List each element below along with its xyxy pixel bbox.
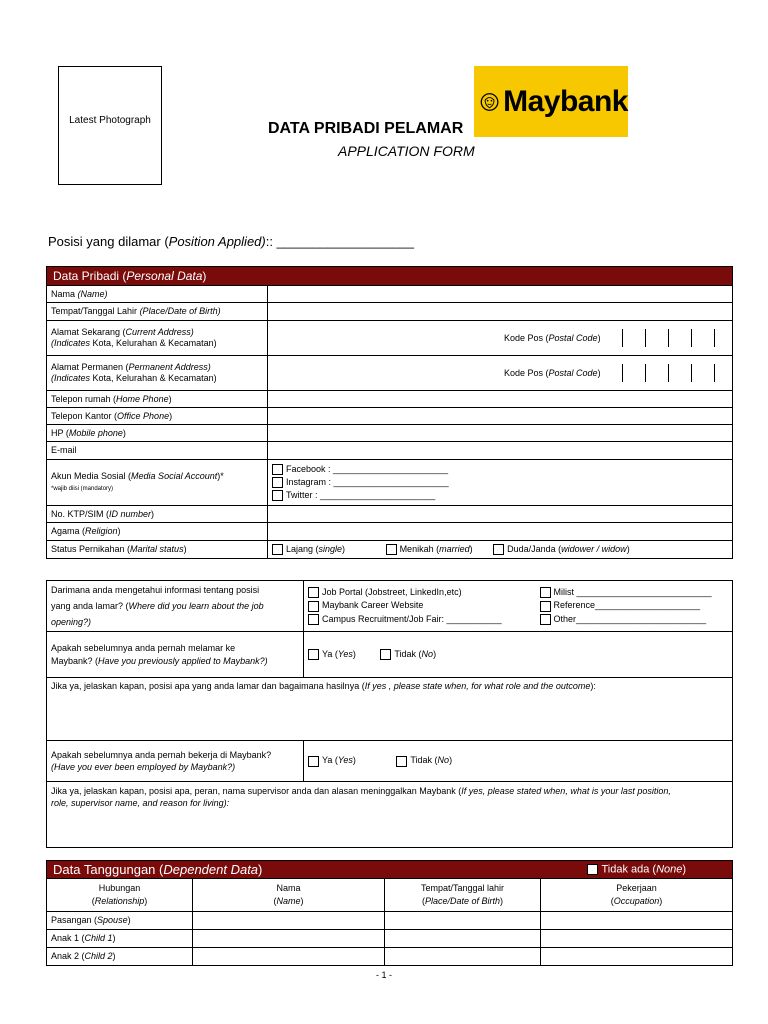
facebook-option[interactable]: Facebook : _______________________ bbox=[272, 464, 728, 475]
milist-checkbox[interactable] bbox=[540, 587, 551, 598]
office-phone-field[interactable] bbox=[268, 408, 733, 425]
current-address-field[interactable] bbox=[268, 321, 733, 356]
single-checkbox[interactable] bbox=[272, 544, 283, 555]
marital-married-option[interactable]: Menikah (married) bbox=[386, 544, 473, 555]
permanent-address-label: Alamat Permanen (Permanent Address) (Indicates Kota, Kelurahan & Kecamatan) bbox=[47, 356, 268, 391]
marital-status-options bbox=[268, 541, 733, 559]
dependent-data-table bbox=[46, 860, 733, 966]
employed-no-option[interactable]: Tidak (No) bbox=[396, 755, 452, 766]
column-name: Nama (Name) bbox=[193, 879, 385, 912]
other-checkbox[interactable] bbox=[540, 614, 551, 625]
page-number: - 1 - bbox=[375, 970, 392, 980]
dependent-data-header: Data Tanggungan (Dependent Data) Tidak ada (None) bbox=[47, 861, 733, 879]
permanent-address-field[interactable] bbox=[268, 356, 733, 391]
name-label: Nama (Name) bbox=[47, 286, 268, 303]
spouse-name-field[interactable] bbox=[193, 912, 385, 930]
personal-data-header: Data Pribadi (Personal Data) bbox=[47, 267, 733, 286]
job-portal-checkbox[interactable] bbox=[308, 587, 319, 598]
name-field[interactable] bbox=[268, 286, 733, 303]
twitter-option[interactable]: Twitter : _______________________ bbox=[272, 490, 728, 501]
job-portal-option[interactable]: Job Portal (Jobstreet, LinkedIn,etc) bbox=[308, 587, 532, 598]
postal-code-boxes[interactable] bbox=[622, 329, 737, 347]
child2-name-field[interactable] bbox=[193, 948, 385, 966]
career-website-option[interactable]: Maybank Career Website bbox=[308, 600, 532, 611]
applied-yes-option[interactable]: Ya (Yes) bbox=[308, 649, 356, 660]
employed-no-checkbox[interactable] bbox=[396, 756, 407, 767]
photo-box[interactable] bbox=[58, 66, 162, 185]
campus-recruitment-option[interactable]: Campus Recruitment/Job Fair: ___________ bbox=[308, 614, 532, 625]
email-label: E-mail bbox=[47, 442, 268, 460]
postal-code-boxes[interactable] bbox=[622, 364, 737, 382]
form-title: DATA PRIBADI PELAMAR bbox=[268, 120, 464, 137]
applied-no-option[interactable]: Tidak (No) bbox=[380, 649, 436, 660]
child1-birth-field[interactable] bbox=[385, 930, 541, 948]
employed-yes-option[interactable]: Ya (Yes) bbox=[308, 755, 356, 766]
no-dependents-checkbox[interactable] bbox=[587, 864, 598, 875]
personal-data-table bbox=[46, 266, 733, 559]
no-dependents-option[interactable]: Tidak ada (None) bbox=[587, 864, 686, 875]
birth-label: Tempat/Tanggal Lahir (Place/Date of Birth) bbox=[47, 303, 268, 321]
marital-single-option[interactable]: Lajang (single) bbox=[272, 544, 345, 555]
religion-field[interactable] bbox=[268, 523, 733, 541]
spouse-occupation-field[interactable] bbox=[541, 912, 733, 930]
child1-name-field[interactable] bbox=[193, 930, 385, 948]
social-media-options bbox=[268, 460, 733, 506]
career-website-checkbox[interactable] bbox=[308, 601, 319, 612]
widow-checkbox[interactable] bbox=[493, 544, 504, 555]
applied-yes-checkbox[interactable] bbox=[308, 649, 319, 660]
religion-label: Agama (Religion) bbox=[47, 523, 268, 541]
application-history-table bbox=[46, 580, 733, 848]
row-label-spouse: Pasangan (Spouse) bbox=[47, 912, 193, 930]
other-option[interactable]: Other__________________________ bbox=[540, 614, 729, 625]
row-label-child-2: Anak 2 (Child 2) bbox=[47, 948, 193, 966]
job-source-question: Darimana anda mengetahui informasi tentang posisi yang anda lamar? (Where did you learn about the job opening?) bbox=[47, 581, 304, 632]
job-source-options-left bbox=[304, 581, 536, 632]
photo-label: Latest Photograph bbox=[69, 115, 151, 126]
maybank-logo bbox=[474, 66, 628, 137]
mobile-label: HP (Mobile phone) bbox=[47, 425, 268, 442]
applied-details-field[interactable]: Jika ya, jelaskan kapan, posisi apa yang anda lamar dan bagaimana hasilnya (If yes , please state when, for what role and the outcome): bbox=[47, 678, 733, 741]
applied-no-checkbox[interactable] bbox=[380, 649, 391, 660]
child2-birth-field[interactable] bbox=[385, 948, 541, 966]
applied-before-question: Apakah sebelumnya anda pernah melamar ke Maybank? (Have you previously applied to Maybank?) bbox=[47, 632, 304, 678]
column-occupation: Pekerjaan (Occupation) bbox=[541, 879, 733, 912]
birth-field[interactable] bbox=[268, 303, 733, 321]
mobile-field[interactable] bbox=[268, 425, 733, 442]
postal-code-label: Kode Pos (Postal Code) bbox=[504, 368, 601, 378]
office-phone-label: Telepon Kantor (Office Phone) bbox=[47, 408, 268, 425]
employed-details-field[interactable]: Jika ya, jelaskan kapan, posisi apa, peran, nama supervisor anda dan alasan meninggalkan Maybank (If yes, please stated when, what is your last position, role, supervisor name, and reason for living): bbox=[47, 782, 733, 848]
job-source-options-right bbox=[536, 581, 733, 632]
reference-checkbox[interactable] bbox=[540, 601, 551, 612]
child1-occupation-field[interactable] bbox=[541, 930, 733, 948]
column-birth: Tempat/Tanggal lahir (Place/Date of Birth) bbox=[385, 879, 541, 912]
child2-occupation-field[interactable] bbox=[541, 948, 733, 966]
row-label-child-1: Anak 1 (Child 1) bbox=[47, 930, 193, 948]
facebook-checkbox[interactable] bbox=[272, 464, 283, 475]
id-number-field[interactable] bbox=[268, 506, 733, 523]
reference-option[interactable]: Reference_____________________ bbox=[540, 600, 729, 611]
employed-before-question: Apakah sebelumnya anda pernah bekerja di Maybank? (Have you ever been employed by Maybank?) bbox=[47, 741, 304, 782]
column-relationship: Hubungan (Relationship) bbox=[47, 879, 193, 912]
postal-code-label: Kode Pos (Postal Code) bbox=[504, 333, 601, 343]
applied-before-options bbox=[304, 632, 733, 678]
campus-recruitment-checkbox[interactable] bbox=[308, 614, 319, 625]
email-field[interactable] bbox=[268, 442, 733, 460]
home-phone-field[interactable] bbox=[268, 391, 733, 408]
marital-status-label: Status Pernikahan (Marital status) bbox=[47, 541, 268, 559]
position-applied-field[interactable]: Posisi yang dilamar (Position Applied):: ___________________ bbox=[48, 234, 414, 249]
social-media-label: Akun Media Sosial (Media Social Account)* *wajib diisi (mandatory) bbox=[47, 460, 268, 506]
married-checkbox[interactable] bbox=[386, 544, 397, 555]
maybank-wordmark: Maybank bbox=[503, 84, 628, 118]
id-number-label: No. KTP/SIM (ID number) bbox=[47, 506, 268, 523]
employed-before-options bbox=[304, 741, 733, 782]
instagram-option[interactable]: Instagram : _______________________ bbox=[272, 477, 728, 488]
milist-option[interactable]: Milist ___________________________ bbox=[540, 587, 729, 598]
twitter-checkbox[interactable] bbox=[272, 490, 283, 501]
form-subtitle: APPLICATION FORM bbox=[338, 143, 475, 159]
employed-yes-checkbox[interactable] bbox=[308, 756, 319, 767]
tiger-head-icon bbox=[480, 87, 499, 117]
marital-widow-option[interactable]: Duda/Janda (widower / widow) bbox=[493, 544, 630, 555]
spouse-birth-field[interactable] bbox=[385, 912, 541, 930]
instagram-checkbox[interactable] bbox=[272, 477, 283, 488]
current-address-label: Alamat Sekarang (Current Address) (Indicates Kota, Kelurahan & Kecamatan) bbox=[47, 321, 268, 356]
home-phone-label: Telepon rumah (Home Phone) bbox=[47, 391, 268, 408]
